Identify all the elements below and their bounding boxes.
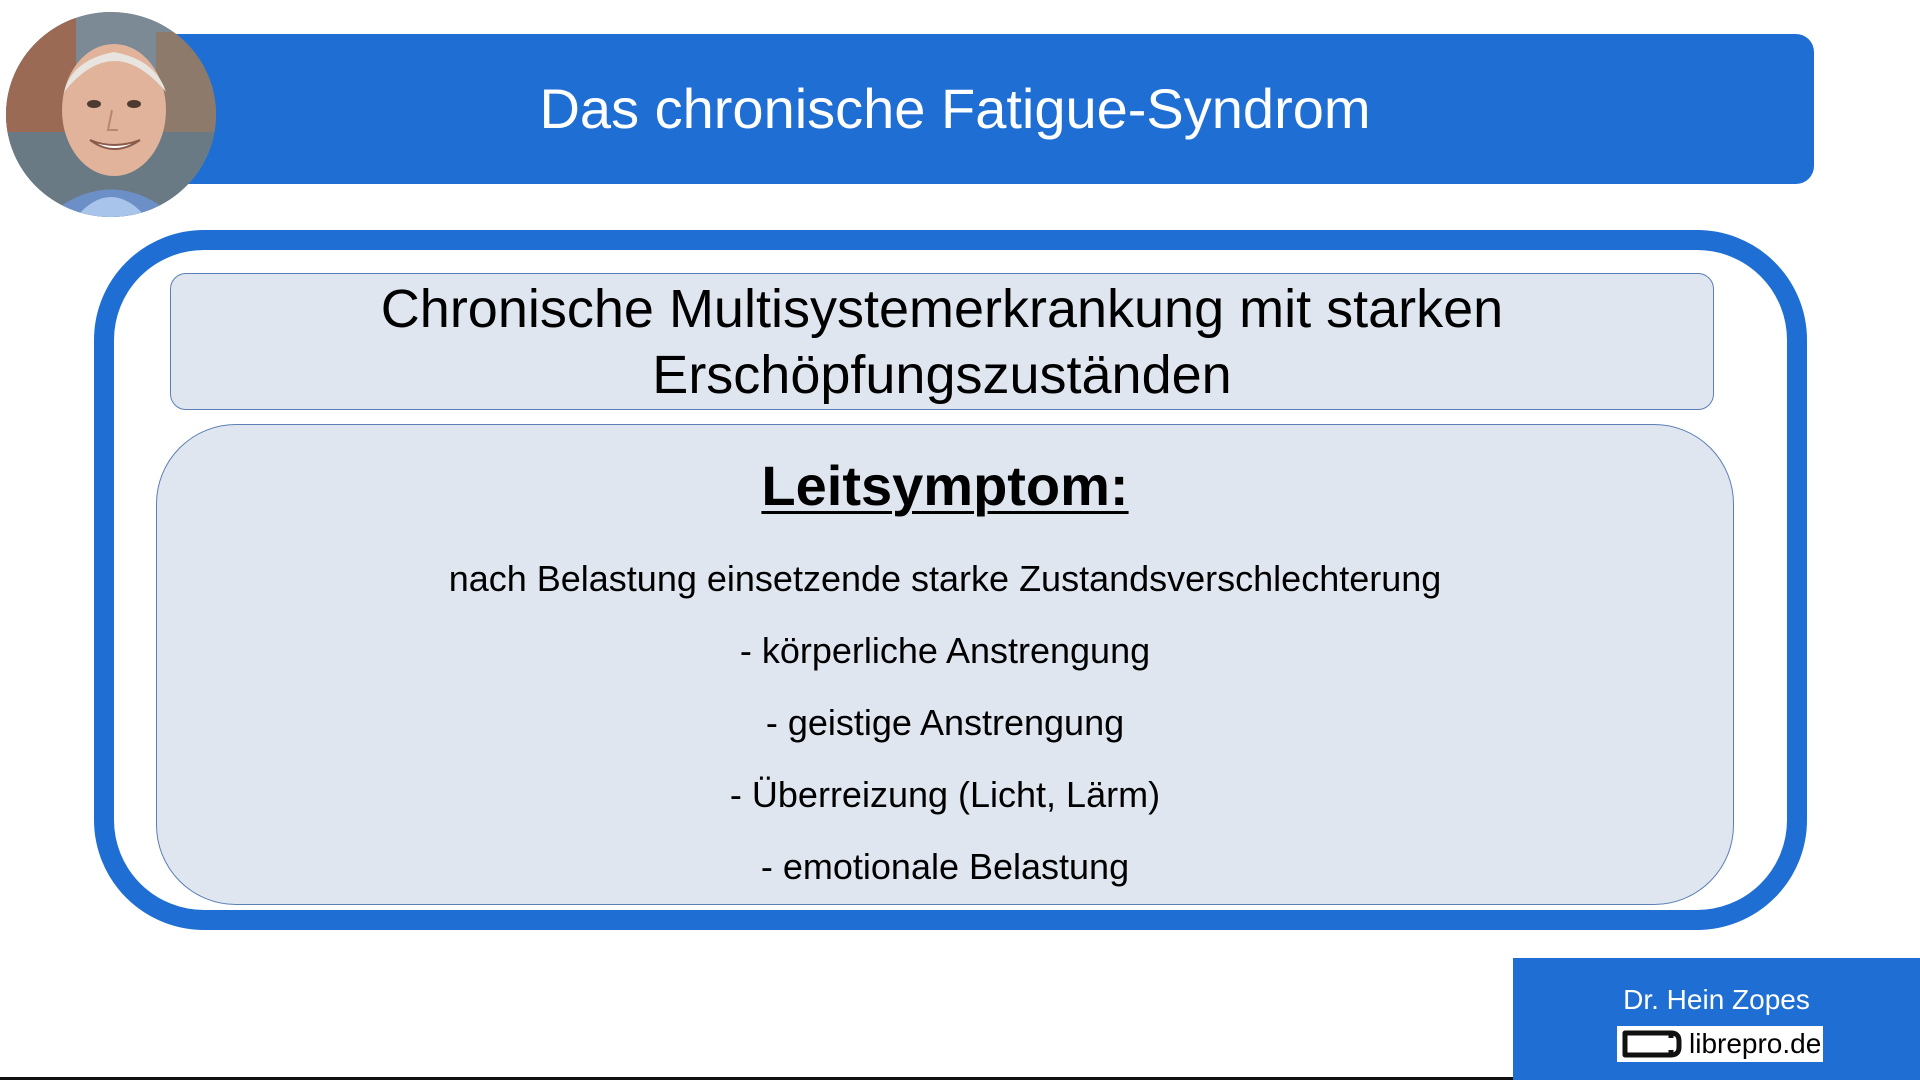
librepro-logo-icon <box>1621 1029 1683 1059</box>
definition-line-1: Chronische Multisystemerkrankung mit starken <box>380 278 1504 339</box>
symptom-item: nach Belastung einsetzende starke Zustandsverschlechterung <box>448 558 1442 599</box>
footer-author: Dr. Hein Zopes <box>1623 984 1810 1015</box>
footer-brand <box>1617 1026 1823 1062</box>
slide-title: Das chronische Fatigue-Syndrom <box>539 77 1371 140</box>
symptom-list <box>157 543 1733 903</box>
definition-box <box>170 273 1714 410</box>
symptom-item: - Überreizung (Licht, Lärm) <box>729 774 1161 815</box>
symptom-item: - emotionale Belastung <box>760 846 1130 887</box>
symptom-item: - geistige Anstrengung <box>765 702 1125 743</box>
symptom-heading: Leitsymptom: <box>761 454 1129 517</box>
footer-brand-text: librepro.de <box>1689 1028 1822 1059</box>
footer-box <box>1513 958 1920 1080</box>
presenter-avatar-icon <box>6 12 216 217</box>
definition-line-2: Erschöpfungszuständen <box>652 344 1232 405</box>
symptom-box <box>156 424 1734 905</box>
symptom-item: - körperliche Anstrengung <box>739 630 1151 671</box>
